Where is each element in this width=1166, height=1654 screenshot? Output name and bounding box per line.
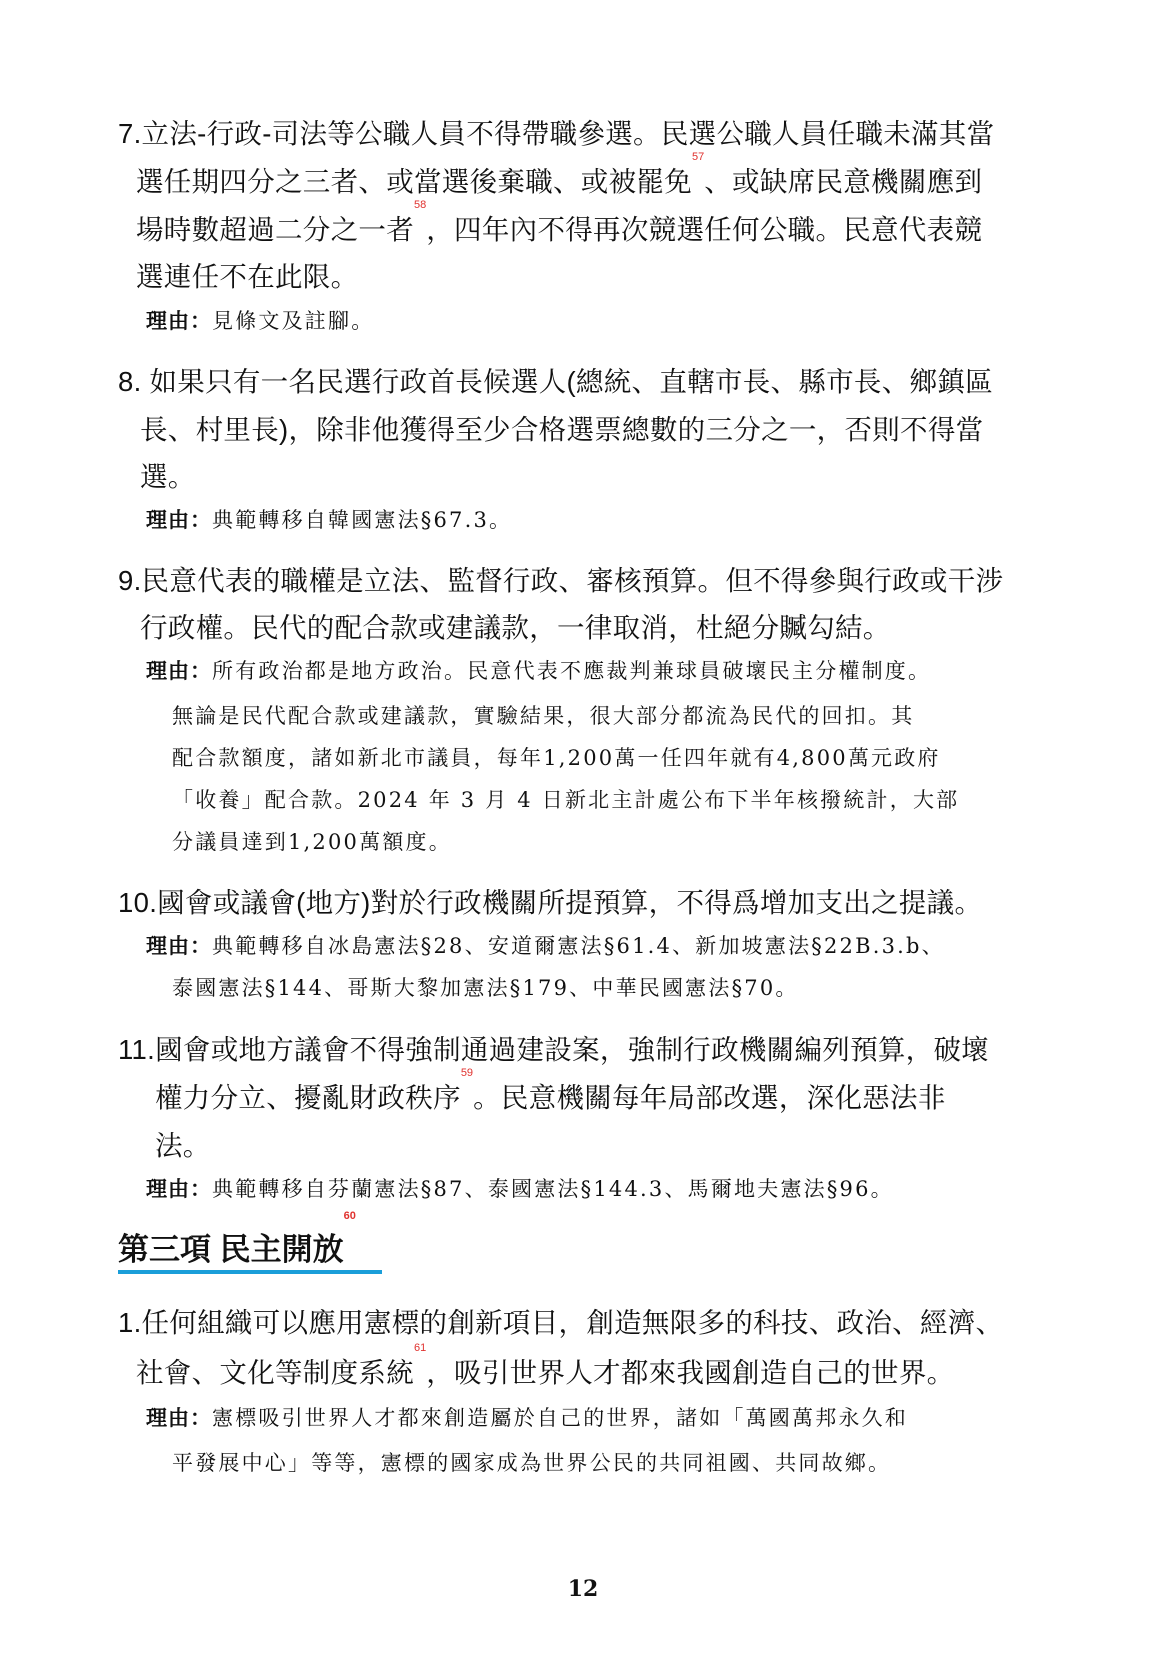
footnote-ref-58[interactable]: 58 <box>414 199 427 211</box>
item-8-line-3: 選。 <box>140 461 196 492</box>
item-9-reason-line-1: 理由：所有政治都是地方政治。民意代表不應裁判兼球員破壞民主分權制度。 <box>146 658 932 683</box>
item-9-reason-line-4: 「收養」配合款。2024 年 3 月 4 日新北主計處公布下半年核撥統計，大部 <box>172 788 960 812</box>
item-9-line-1: 9.民意代表的職權是立法、監督行政、審核預算。但不得參與行政或干涉 <box>118 565 1004 596</box>
item-9-line-2: 行政權。民代的配合款或建議款，一律取消，杜絕分贓勾結。 <box>140 612 891 643</box>
item-10-reason-line-1: 理由：典範轉移自冰島憲法§28、安道爾憲法§61.4、新加坡憲法§22B.3.b、 <box>146 933 945 958</box>
item-11-line-3: 法。 <box>155 1130 211 1161</box>
item-11-reason: 理由：典範轉移自芬蘭憲法§87、泰國憲法§144.3、馬爾地夫憲法§96。 <box>146 1176 894 1201</box>
page-number: 12 <box>567 1576 599 1602</box>
item-8-line-2: 長、村里長)，除非他獲得至少合格選票總數的三分之一，否則不得當 <box>140 414 984 445</box>
section-heading-underline <box>118 1270 382 1274</box>
reason-label: 理由： <box>146 507 212 532</box>
section-item-1-reason-line-1: 理由：憲標吸引世界人才都來創造屬於自己的世界，諸如「萬國萬邦永久和 <box>146 1405 908 1430</box>
reason-label: 理由： <box>146 658 212 683</box>
item-10-reason-line-2: 泰國憲法§144、哥斯大黎加憲法§179、中華民國憲法§70。 <box>172 976 799 1000</box>
reason-label: 理由： <box>146 308 212 333</box>
item-8-reason: 理由：典範轉移自韓國憲法§67.3。 <box>146 507 513 532</box>
reason-label: 理由： <box>146 933 212 958</box>
item-10-line-1: 10.國會或議會(地方)對於行政機關所提預算，不得爲增加支出之提議。 <box>118 887 983 918</box>
item-8-line-1: 8. 如果只有一名民選行政首長候選人(總統、直轄市長、縣市長、鄉鎮區 <box>118 366 993 397</box>
item-11-line-2: 權力分立、擾亂財政秩序$^{59}$。民意機關每年局部改選，深化惡法非 <box>155 1067 946 1113</box>
item-7-line-4: 選連任不在此限。 <box>136 261 359 292</box>
footnote-ref-61[interactable]: 61 <box>414 1342 427 1354</box>
footnote-ref-60[interactable]: 60 <box>343 1210 356 1222</box>
item-11-line-1: 11.國會或地方議會不得強制通過建設案，強制行政機關編列預算，破壞 <box>118 1034 990 1065</box>
reason-label: 理由： <box>146 1176 212 1201</box>
section-item-1-reason-line-2: 平發展中心」等等，憲標的國家成為世界公民的共同祖國、共同故鄉。 <box>172 1451 892 1475</box>
section-heading: 第三項 民主開放$^{60}$ <box>118 1210 356 1267</box>
section-item-1-line-1: 1.任何組織可以應用憲標的創新項目，創造無限多的科技、政治、經濟、 <box>118 1307 1004 1338</box>
item-9-reason-line-2: 無論是民代配合款或建議款，實驗結果，很大部分都流為民代的回扣。其 <box>172 704 915 728</box>
item-9-reason-line-3: 配合款額度，諸如新北市議員，每年1,200萬一任四年就有4,800萬元政府 <box>172 746 941 770</box>
item-7-line-2: 選任期四分之三者、或當選後棄職、或被罷免$^{57}$、或缺席民意機關應到 <box>136 151 983 197</box>
item-7-line-1: 7.立法-行政-司法等公職人員不得帶職參選。民選公職人員任職未滿其當 <box>118 118 995 149</box>
item-7-line-3: 場時數超過二分之一者$^{58}$，四年內不得再次競選任何公職。民意代表競 <box>136 199 983 245</box>
footnote-ref-57[interactable]: 57 <box>692 151 705 163</box>
reason-label: 理由： <box>146 1405 212 1430</box>
item-7-reason: 理由：見條文及註腳。 <box>146 308 375 333</box>
footnote-ref-59[interactable]: 59 <box>460 1067 474 1079</box>
item-9-reason-line-5: 分議員達到1,200萬額度。 <box>172 830 452 854</box>
section-item-1-line-2: 社會、文化等制度系統$^{61}$，吸引世界人才都來我國創造自己的世界。 <box>136 1342 955 1388</box>
